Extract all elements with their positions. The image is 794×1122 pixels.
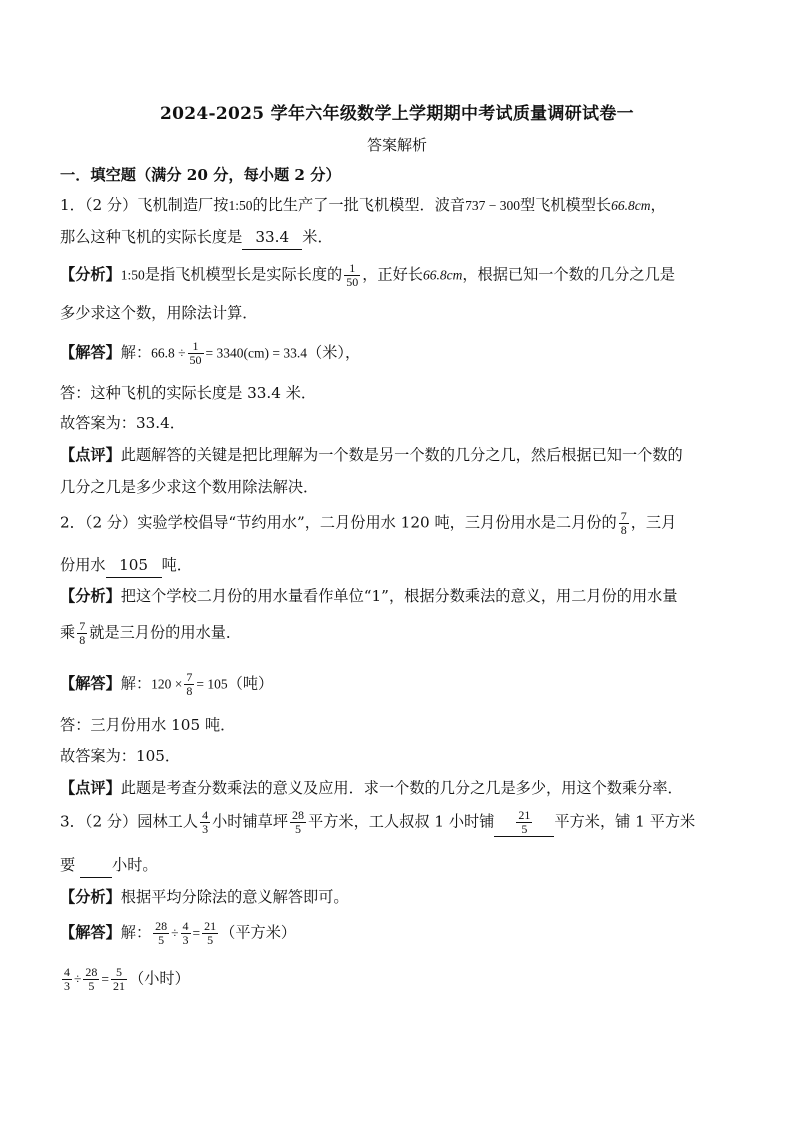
page-subtitle: 答案解析: [366, 136, 427, 154]
q1-reply: 答：这种飞机的实际长度是 33.4 米．: [60, 384, 317, 402]
q1-analysis-cont: 多少求这个数，用除法计算．: [60, 304, 258, 322]
q2-stem-line1: 2．（2 分）实验学校倡导“节约用水”，二月份用水 120 吨，三月份用水是二月份的 $\frac{7}{8}$ ，三月: [60, 509, 677, 537]
q2-reply: 答：三月份用水 105 吨．: [60, 716, 236, 734]
q2-final-answer: 故答案为：105．: [60, 747, 181, 765]
q1-stem-line2: 那么这种飞机的实际长度是 33.4 米．: [60, 225, 333, 250]
fraction: $\frac{1}{50}$: [189, 339, 202, 367]
q1-final-answer: 故答案为：33.4．: [60, 414, 185, 432]
q1-solution: 【解答】解：66.8 ÷ $\frac{1}{50}$ = 3340(cm) = 33.4（米），: [60, 339, 361, 367]
fraction: $\frac{21}{5}$: [204, 919, 217, 947]
q3-answer-blank-2: [80, 853, 112, 878]
fraction: $\frac{1}{50}$: [346, 261, 359, 289]
q1-analysis: 【分析】1:50是指飞机模型长是实际长度的 $\frac{1}{50}$ ，正好长66.8cm，根据已知一个数的几分之几是: [60, 261, 675, 289]
fraction: $\frac{7}{8}$: [186, 670, 193, 698]
q3-analysis: 【分析】根据平均分除法的意义解答即可。: [60, 888, 349, 906]
fraction: $\frac{7}{8}$: [620, 509, 627, 537]
fraction: $\frac{4}{3}$: [202, 808, 209, 836]
q2-analysis: 【分析】把这个学校二月份的用水量看作单位“1”，根据分数乘法的意义，用二月份的用水量: [60, 587, 678, 605]
q2-solution: 【解答】解：120 × $\frac{7}{8}$ = 105（吨）: [60, 670, 274, 698]
q1-stem-line1: 1．（2 分）飞机制造厂按1:50的比生产了一批飞机模型．波音737 − 300型飞机模型长66.8cm，: [60, 196, 666, 214]
fraction: $\frac{28}{5}$: [85, 965, 98, 993]
section-heading: 一．填空题（满分 20 分，每小题 2 分）: [60, 166, 341, 184]
q3-stem-line2: 要 小时。: [60, 853, 158, 878]
fraction: $\frac{7}{8}$: [79, 619, 86, 647]
q2-stem-line2: 份用水 105 吨．: [60, 553, 192, 578]
q1-comment: 【点评】此题解答的关键是把比理解为一个数是另一个数的几分之几，然后根据已知一个数的: [60, 446, 683, 464]
fraction: $\frac{4}{3}$: [182, 919, 189, 947]
q3-solution: 【解答】解： $\frac{28}{5}$ ÷ $\frac{4}{3}$ = $\frac{21}{5}$ （平方米）: [60, 919, 297, 947]
fraction: $\frac{4}{3}$: [64, 965, 70, 993]
fraction: $\frac{28}{5}$: [292, 808, 304, 836]
q2-analysis-cont: 乘 $\frac{7}{8}$ 就是三月份的用水量．: [60, 619, 242, 647]
q1-comment-cont: 几分之几是多少求这个数用除法解决．: [60, 478, 319, 496]
fraction: $\frac{28}{5}$: [155, 919, 168, 947]
fraction: $\frac{21}{5}$: [518, 808, 531, 836]
fraction: $\frac{5}{21}$: [113, 965, 126, 993]
q3-solution-step2: $\frac{4}{3}$ ÷ $\frac{28}{5}$ = $\frac{5}{21}$ （小时）: [64, 965, 190, 993]
page-title: 2024-2025 学年六年级数学上学期期中考试质量调研试卷一: [160, 104, 634, 124]
q2-answer-blank: 105: [106, 553, 162, 578]
q1-answer-blank: 33.4: [242, 225, 302, 250]
q2-comment: 【点评】此题是考查分数乘法的意义及应用．求一个数的几分之几是多少，用这个数乘分率．: [60, 779, 683, 797]
q3-stem-line1: 3．（2 分）园林工人 $\frac{4}{3}$ 小时铺草坪 $\frac{28}{5}$ 平方米，工人叔叔 1 小时铺 $\frac{21}{5}$ 平方米，铺 1 平方米: [60, 808, 696, 836]
q3-answer-blank: [494, 809, 554, 837]
